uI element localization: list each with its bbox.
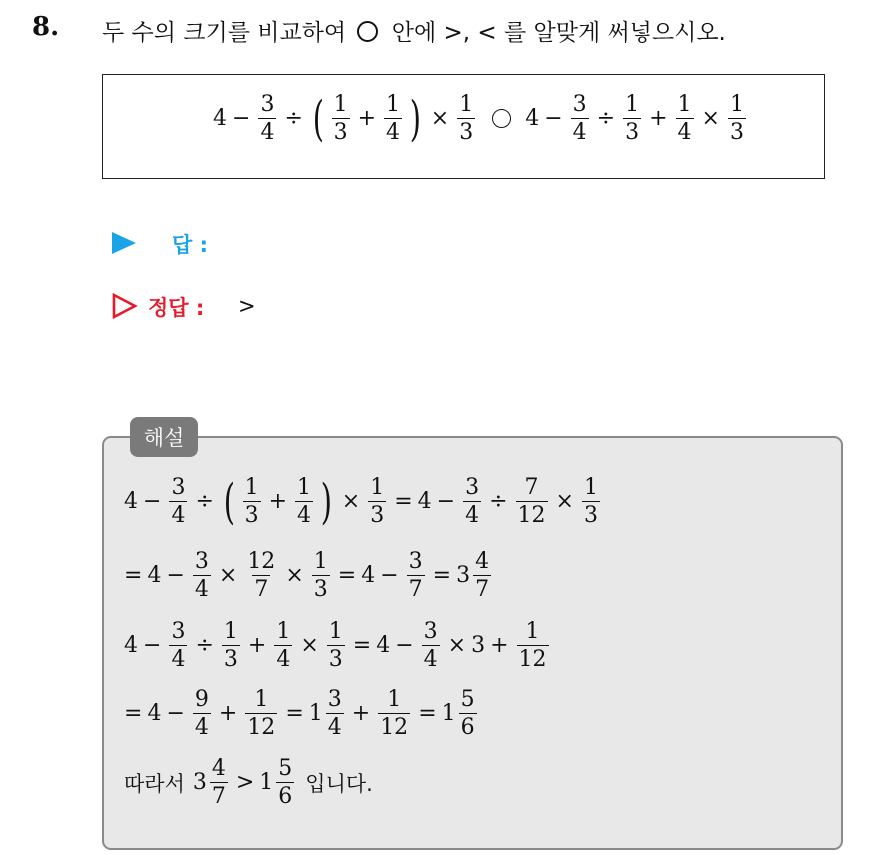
mixed-number: 1 $\frac{5}{6}$ — [441, 687, 475, 741]
solution-line-4: = 4 − $\frac{9}{4}$ + $\frac{1}{12}$ = 1 $\frac{3}{4}$ + $\frac{1}{12}$ = 1 $\frac{5}{6}$ — [124, 688, 480, 739]
fraction: $\frac{1}{3}$ — [370, 475, 385, 529]
fraction: $\frac{3}{4}$ — [423, 619, 438, 673]
minus-sign: − — [544, 106, 563, 132]
fraction: $\frac{1}{4}$ — [386, 92, 401, 146]
fraction: $\frac{1}{12}$ — [247, 687, 276, 741]
answer-play-icon — [112, 232, 136, 254]
mixed-number: 3 $\frac{4}{7}$ — [192, 756, 226, 810]
divide-sign: ÷ — [284, 106, 303, 132]
question-text-before: 두 수의 크기를 비교하여 — [102, 20, 347, 46]
blank-circle-icon — [357, 21, 378, 42]
solution-tab: 해설 — [130, 417, 198, 457]
fraction: $\frac{1}{3}$ — [244, 475, 259, 529]
fraction: $\frac{1}{3}$ — [729, 92, 744, 146]
correct-answer-value: > — [238, 294, 256, 318]
right-paren: ) — [409, 90, 422, 147]
fraction: $\frac{1}{4}$ — [677, 92, 692, 146]
minus-sign: − — [232, 106, 251, 132]
fraction: $\frac{1}{3}$ — [328, 619, 343, 673]
mixed-number: 1 $\frac{3}{4}$ — [308, 687, 342, 741]
problem-expression — [213, 90, 749, 147]
fraction: $\frac{1}{3}$ — [313, 549, 328, 603]
mixed-number: 3 $\frac{4}{7}$ — [456, 549, 490, 603]
times-sign: × — [430, 106, 450, 132]
fraction: $\frac{1}{3}$ — [223, 619, 238, 673]
fraction: $\frac{1}{3}$ — [625, 92, 640, 146]
times-sign: × — [701, 106, 720, 132]
fraction: $\frac{9}{4}$ — [194, 687, 209, 741]
correct-answer-label: 정답 : — [148, 296, 205, 320]
correct-answer-play-icon — [112, 293, 138, 319]
num: 4 — [525, 106, 540, 132]
fraction: $\frac{1}{4}$ — [297, 475, 312, 529]
divide-sign: ÷ — [596, 106, 616, 132]
fraction: $\frac{3}{7}$ — [408, 549, 423, 603]
num: 4 — [213, 106, 227, 132]
plus-sign: + — [649, 106, 668, 132]
fraction: $\frac{1}{3}$ — [583, 475, 598, 529]
fraction: $\frac{3}{4}$ — [194, 549, 209, 603]
comparison-circle-icon[interactable] — [492, 109, 511, 128]
left-paren: ( — [312, 90, 324, 147]
fraction: $\frac{12}{7}$ — [247, 549, 276, 603]
fraction: $\frac{1}{12}$ — [380, 687, 409, 741]
fraction: $\frac{1}{3}$ — [333, 92, 348, 146]
answer-label: 답 : — [172, 233, 208, 257]
fraction: $\frac{1}{4}$ — [276, 619, 291, 673]
solution-line-1: 4 − $\frac{3}{4}$ ÷ ( $\frac{1}{3}$ + $\frac{1}{4}$ ) × $\frac{1}{3}$ = 4 − $\frac{3}{4}$ ÷ $\frac{7}{12}$ × $\frac{1}{3}$ — [124, 473, 598, 530]
mixed-number: 1 $\frac{5}{6}$ — [259, 756, 293, 810]
fraction: $\frac{3}{4}$ — [171, 619, 186, 673]
fraction: $\frac{1}{3}$ — [459, 92, 474, 146]
question-text — [102, 14, 726, 47]
fraction: $\frac{3}{4}$ — [260, 92, 275, 146]
fraction: $\frac{3}{4}$ — [171, 475, 186, 529]
fraction: $\frac{1}{12}$ — [518, 619, 547, 673]
solution-line-3: 4 − $\frac{3}{4}$ ÷ $\frac{1}{3}$ + $\frac{1}{4}$ × $\frac{1}{3}$ = 4 − $\frac{3}{4}$ × 3 + $\frac{1}{12}$ — [124, 619, 547, 673]
problem-box — [102, 74, 825, 179]
solution-line-2: = 4 − $\frac{3}{4}$ × $\frac{12}{7}$ × $\frac{1}{3}$ = 4 − $\frac{3}{7}$ = 3 $\frac{4}{7}$ — [124, 550, 494, 601]
question-text-after: 안에 >, < 를 알맞게 써넣으시오. — [391, 20, 726, 46]
solution-conclusion: 따라서 3 $\frac{4}{7}$ > 1 $\frac{5}{6}$ 입니다. — [124, 756, 373, 810]
plus-sign: + — [357, 106, 377, 132]
question-number: 8. — [32, 12, 60, 42]
fraction: $\frac{7}{12}$ — [517, 475, 546, 529]
fraction: $\frac{3}{4}$ — [465, 475, 480, 529]
fraction: $\frac{3}{4}$ — [572, 92, 587, 146]
